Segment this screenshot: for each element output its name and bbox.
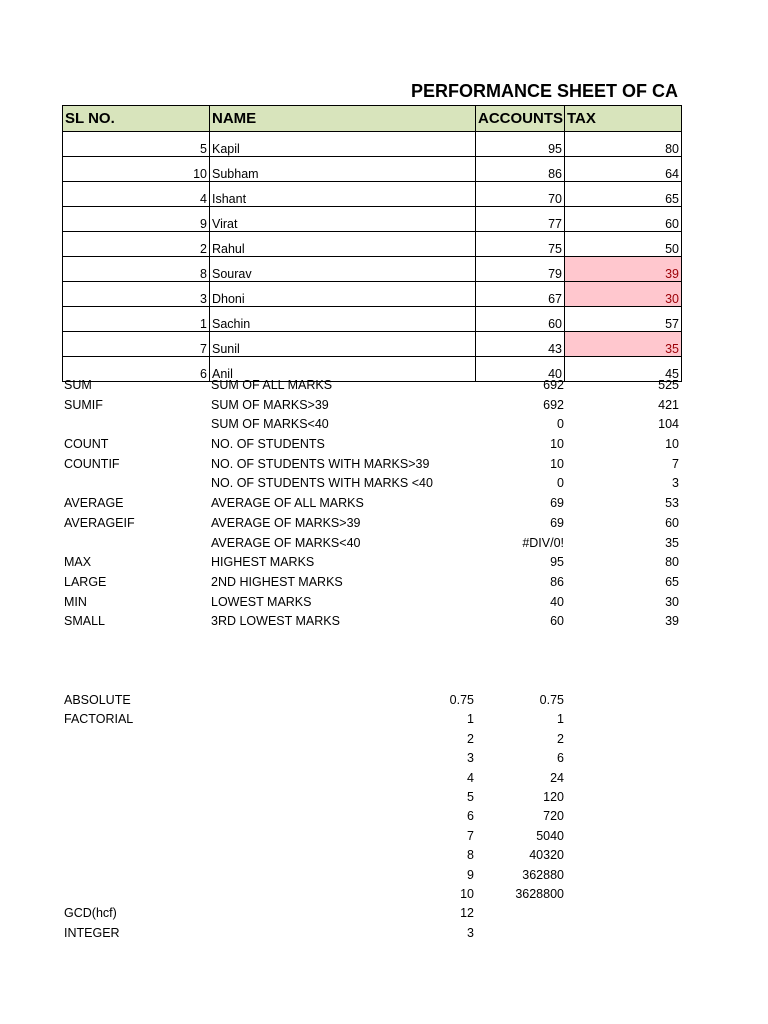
math-result[interactable]: 40320 xyxy=(529,848,564,863)
summary-row xyxy=(62,435,681,455)
math-result[interactable]: 1 xyxy=(557,712,564,727)
math-row xyxy=(62,710,681,729)
function-description[interactable]: 2ND HIGHEST MARKS xyxy=(211,574,343,589)
marks-table xyxy=(62,105,682,382)
math-row xyxy=(62,807,681,826)
function-description[interactable]: AVERAGE OF MARKS<40 xyxy=(211,535,361,550)
summary-row xyxy=(62,376,681,396)
cell-accounts[interactable]: 86 xyxy=(476,157,565,182)
cell-tax[interactable]: 65 xyxy=(565,182,682,207)
summary-row xyxy=(62,494,681,514)
cell-name[interactable]: Subham xyxy=(210,157,476,182)
cell-tax[interactable]: 39 xyxy=(565,257,682,282)
cell-name[interactable]: Virat xyxy=(210,207,476,232)
math-input[interactable]: 9 xyxy=(467,867,474,882)
accounts-result[interactable]: #DIV/0! xyxy=(522,535,564,550)
cell-sl-no[interactable]: 9 xyxy=(63,207,210,232)
accounts-result[interactable]: 69 xyxy=(550,496,564,511)
math-result[interactable]: 120 xyxy=(543,789,564,804)
tax-result[interactable]: 104 xyxy=(658,417,679,432)
math-input[interactable]: 4 xyxy=(467,770,474,785)
cell-name[interactable]: Kapil xyxy=(210,132,476,157)
summary-row xyxy=(62,534,681,554)
header-name[interactable]: NAME xyxy=(210,106,476,132)
math-row xyxy=(62,827,681,846)
function-description[interactable]: SUM OF ALL MARKS xyxy=(211,378,333,392)
table-row xyxy=(63,207,682,232)
summary-row xyxy=(62,474,681,494)
tax-result[interactable]: 30 xyxy=(665,594,679,609)
tax-result[interactable]: 80 xyxy=(665,555,679,570)
tax-result[interactable]: 7 xyxy=(672,456,679,471)
table-row xyxy=(63,282,682,307)
cell-tax[interactable]: 64 xyxy=(565,157,682,182)
accounts-result[interactable]: 0 xyxy=(557,476,564,491)
math-input[interactable]: 1 xyxy=(467,712,474,727)
math-function-name[interactable]: GCD(hcf) xyxy=(64,906,117,921)
tax-result[interactable]: 35 xyxy=(665,535,679,550)
math-input[interactable]: 5 xyxy=(467,789,474,804)
summary-row xyxy=(62,612,681,632)
math-row xyxy=(62,769,681,788)
accounts-result[interactable]: 69 xyxy=(550,515,564,530)
function-name[interactable]: COUNTIF xyxy=(64,456,120,471)
cell-name[interactable]: Dhoni xyxy=(210,282,476,307)
cell-tax[interactable]: 50 xyxy=(565,232,682,257)
cell-accounts[interactable]: 40 xyxy=(476,357,565,382)
accounts-result[interactable]: 692 xyxy=(543,378,564,392)
sheet-title: PERFORMANCE SHEET OF CA xyxy=(410,81,678,101)
function-description[interactable]: AVERAGE OF MARKS>39 xyxy=(211,515,361,530)
function-description[interactable]: SUM OF MARKS>39 xyxy=(211,397,329,412)
table-row xyxy=(63,182,682,207)
function-description[interactable]: LOWEST MARKS xyxy=(211,594,312,609)
function-name[interactable]: MAX xyxy=(64,555,92,570)
table-row xyxy=(63,157,682,182)
tax-result[interactable]: 65 xyxy=(665,574,679,589)
cell-name[interactable]: Sachin xyxy=(210,307,476,332)
math-input[interactable]: 10 xyxy=(460,886,474,901)
table-row xyxy=(63,132,682,157)
accounts-result[interactable]: 60 xyxy=(550,614,564,629)
function-description[interactable]: HIGHEST MARKS xyxy=(211,555,315,570)
cell-name[interactable]: Anil xyxy=(210,357,476,382)
header-accounts[interactable]: ACCOUNTS xyxy=(476,106,565,132)
math-result[interactable]: 24 xyxy=(550,770,564,785)
cell-tax[interactable]: 30 xyxy=(565,282,682,307)
table-row xyxy=(63,332,682,357)
math-function-name[interactable]: FACTORIAL xyxy=(64,712,134,727)
tax-result[interactable]: 421 xyxy=(658,397,679,412)
function-name[interactable]: SUMIF xyxy=(64,397,103,412)
math-result[interactable]: 5040 xyxy=(536,828,564,843)
function-name[interactable]: AVERAGEIF xyxy=(64,515,135,530)
math-function-name[interactable]: INTEGER xyxy=(64,925,120,940)
accounts-result[interactable]: 10 xyxy=(550,456,564,471)
function-name[interactable]: MIN xyxy=(64,594,87,609)
function-name[interactable]: AVERAGE xyxy=(64,496,124,511)
cell-sl-no[interactable]: 2 xyxy=(63,232,210,257)
math-input[interactable]: 2 xyxy=(467,731,474,746)
math-row xyxy=(62,788,681,807)
accounts-result[interactable]: 10 xyxy=(550,437,564,452)
tax-result[interactable]: 10 xyxy=(665,437,679,452)
math-function-name[interactable]: ABSOLUTE xyxy=(64,693,131,707)
cell-name[interactable]: Rahul xyxy=(210,232,476,257)
accounts-result[interactable]: 95 xyxy=(550,555,564,570)
cell-accounts[interactable]: 43 xyxy=(476,332,565,357)
tax-result[interactable]: 60 xyxy=(665,515,679,530)
accounts-result[interactable]: 692 xyxy=(543,397,564,412)
cell-sl-no[interactable]: 5 xyxy=(63,132,210,157)
math-input[interactable]: 0.75 xyxy=(449,693,474,707)
cell-name[interactable]: Sunil xyxy=(210,332,476,357)
header-sl-no[interactable]: SL NO. xyxy=(63,106,210,132)
math-result[interactable]: 362880 xyxy=(522,867,564,882)
function-name[interactable]: SMALL xyxy=(64,614,105,629)
tax-result[interactable]: 525 xyxy=(658,378,679,392)
accounts-result[interactable]: 86 xyxy=(550,574,564,589)
cell-tax[interactable]: 60 xyxy=(565,207,682,232)
header-row xyxy=(63,106,682,132)
cell-sl-no[interactable]: 3 xyxy=(63,282,210,307)
math-row xyxy=(62,866,681,885)
cell-accounts[interactable]: 67 xyxy=(476,282,565,307)
function-description[interactable]: AVERAGE OF ALL MARKS xyxy=(211,496,364,511)
cell-sl-no[interactable]: 10 xyxy=(63,157,210,182)
summary-row xyxy=(62,573,681,593)
math-result[interactable]: 0.75 xyxy=(539,693,564,707)
math-input[interactable]: 3 xyxy=(467,751,474,766)
table-row xyxy=(63,257,682,282)
summary-row xyxy=(62,415,681,435)
math-result[interactable]: 2 xyxy=(557,731,564,746)
function-description[interactable]: NO. OF STUDENTS WITH MARKS <40 xyxy=(211,476,433,491)
cell-sl-no[interactable]: 6 xyxy=(63,357,210,382)
summary-row xyxy=(62,593,681,613)
cell-sl-no[interactable]: 4 xyxy=(63,182,210,207)
cell-sl-no[interactable]: 8 xyxy=(63,257,210,282)
table-row xyxy=(63,307,682,332)
math-row xyxy=(62,846,681,865)
summary-row xyxy=(62,455,681,475)
tax-result[interactable]: 39 xyxy=(665,614,679,629)
math-result[interactable]: 6 xyxy=(557,751,564,766)
cell-accounts[interactable]: 70 xyxy=(476,182,565,207)
math-functions xyxy=(62,691,681,943)
cell-sl-no[interactable]: 1 xyxy=(63,307,210,332)
math-row xyxy=(62,730,681,749)
function-name[interactable]: SUM xyxy=(64,378,92,392)
cell-accounts[interactable]: 79 xyxy=(476,257,565,282)
accounts-result[interactable]: 0 xyxy=(557,417,564,432)
cell-accounts[interactable]: 77 xyxy=(476,207,565,232)
math-row xyxy=(62,924,681,943)
cell-tax[interactable]: 57 xyxy=(565,307,682,332)
cell-name[interactable]: Sourav xyxy=(210,257,476,282)
table-row xyxy=(63,232,682,257)
cell-sl-no[interactable]: 7 xyxy=(63,332,210,357)
tax-result[interactable]: 53 xyxy=(665,496,679,511)
math-row xyxy=(62,749,681,768)
cell-tax[interactable]: 35 xyxy=(565,332,682,357)
cell-accounts[interactable]: 75 xyxy=(476,232,565,257)
summary-row xyxy=(62,396,681,416)
math-result[interactable]: 720 xyxy=(543,809,564,824)
function-name[interactable]: LARGE xyxy=(64,574,107,589)
math-input[interactable]: 12 xyxy=(460,906,474,921)
math-input[interactable]: 3 xyxy=(467,925,474,940)
function-description[interactable]: SUM OF MARKS<40 xyxy=(211,417,329,432)
function-description[interactable]: NO. OF STUDENTS xyxy=(211,437,325,452)
header-tax[interactable]: TAX xyxy=(565,106,682,132)
tax-result[interactable]: 3 xyxy=(672,476,679,491)
function-description[interactable]: NO. OF STUDENTS WITH MARKS>39 xyxy=(211,456,430,471)
cell-accounts[interactable]: 95 xyxy=(476,132,565,157)
math-result[interactable]: 3628800 xyxy=(515,886,564,901)
math-input[interactable]: 7 xyxy=(467,828,474,843)
cell-name[interactable]: Ishant xyxy=(210,182,476,207)
accounts-result[interactable]: 40 xyxy=(550,594,564,609)
function-description[interactable]: 3RD LOWEST MARKS xyxy=(211,614,340,629)
math-row xyxy=(62,885,681,904)
cell-tax[interactable]: 45 xyxy=(565,357,682,382)
cell-accounts[interactable]: 60 xyxy=(476,307,565,332)
summary-row xyxy=(62,553,681,573)
math-row xyxy=(62,904,681,923)
summary-row xyxy=(62,514,681,534)
summary-functions xyxy=(62,376,681,632)
function-name[interactable]: COUNT xyxy=(64,437,109,452)
math-input[interactable]: 8 xyxy=(467,848,474,863)
math-row xyxy=(62,691,681,710)
math-input[interactable]: 6 xyxy=(467,809,474,824)
cell-tax[interactable]: 80 xyxy=(565,132,682,157)
